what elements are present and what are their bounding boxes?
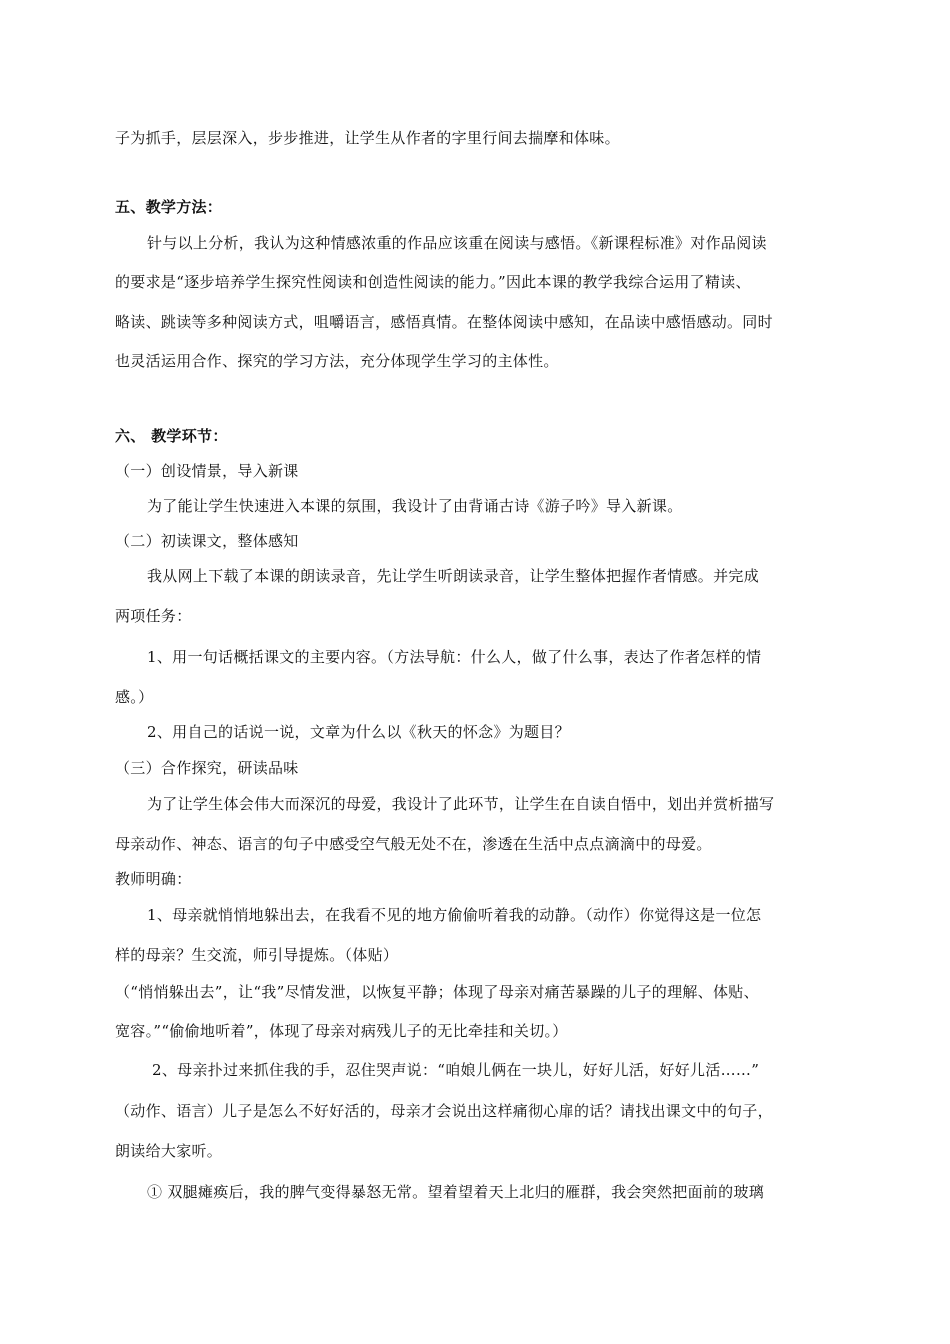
subsection-heading: （一）创设情景，导入新课: [115, 462, 299, 480]
paragraph-line: ① 双腿瘫痪后，我的脾气变得暴怒无常。望着望着天上北归的雁群，我会突然把面前的玻璃: [147, 1183, 765, 1201]
paragraph-line: 也灵活运用合作、探究的学习方法，充分体现学生学习的主体性。: [115, 352, 559, 370]
paragraph-line: 略读、跳读等多种阅读方式，咀嚼语言，感悟真情。在整体阅读中感知，在品读中感悟感动。同时: [115, 313, 773, 331]
paragraph-line: 为了让学生体会伟大而深沉的母爱，我设计了此环节，让学生在自读自悟中，划出并赏析描写: [147, 795, 775, 813]
paragraph-line: 2、母亲扑过来抓住我的手，忍住哭声说：“咱娘儿俩在一块儿，好好儿活，好好儿活……”: [152, 1061, 760, 1079]
paragraph-line: 两项任务：: [115, 607, 192, 625]
subsection-heading: （三）合作探究，研读品味: [115, 759, 299, 777]
paragraph-line: 针与以上分析，我认为这种情感浓重的作品应该重在阅读与感悟。《新课程标准》对作品阅读: [147, 234, 767, 252]
paragraph-line: 2、用自己的话说一说，文章为什么以《秋天的怀念》为题目？: [147, 723, 570, 741]
section-heading: 五、教学方法：: [115, 198, 223, 216]
paragraph-line: 1、用一句话概括课文的主要内容。（方法导航：什么人，做了什么事，表达了作者怎样的情: [147, 648, 762, 666]
paragraph-line: 我从网上下载了本课的朗读录音，先让学生听朗读录音，让学生整体把握作者情感。并完成: [147, 567, 760, 585]
paragraph-line: （动作、语言）儿子是怎么不好好活的，母亲才会说出这样痛彻心扉的话？请找出课文中的句子，: [115, 1102, 773, 1120]
paragraph-line: （“悄悄躲出去”，让“我”尽情发泄，以恢复平静；体现了母亲对痛苦暴躁的儿子的理解、体贴、: [115, 983, 759, 1001]
section-heading: 六、 教学环节：: [115, 427, 228, 445]
paragraph-line: 为了能让学生快速进入本课的氛围，我设计了由背诵古诗《游子吟》导入新课。: [147, 497, 683, 515]
paragraph-line: 朗读给大家听。: [115, 1142, 223, 1160]
paragraph-line: 感。）: [115, 688, 154, 706]
paragraph-line: 的要求是“逐步培养学生探究性阅读和创造性阅读的能力。”因此本课的教学我综合运用了精读、: [115, 273, 751, 291]
paragraph-line: 1、母亲就悄悄地躲出去，在我看不见的地方偷偷听着我的动静。（动作）你觉得这是一位怎: [147, 906, 762, 924]
paragraph-line: 样的母亲？生交流，师引导提炼。（体贴）: [115, 946, 399, 964]
paragraph-line: 教师明确：: [115, 870, 192, 888]
paragraph-line: 子为抓手，层层深入，步步推进，让学生从作者的字里行间去揣摩和体味。: [115, 129, 620, 147]
paragraph-line: 宽容。”“偷偷地听着”，体现了母亲对病残儿子的无比牵挂和关切。）: [115, 1022, 568, 1040]
paragraph-line: 母亲动作、神态、语言的句子中感受空气般无处不在，渗透在生活中点点滴滴中的母爱。: [115, 835, 712, 853]
subsection-heading: （二）初读课文，整体感知: [115, 532, 299, 550]
